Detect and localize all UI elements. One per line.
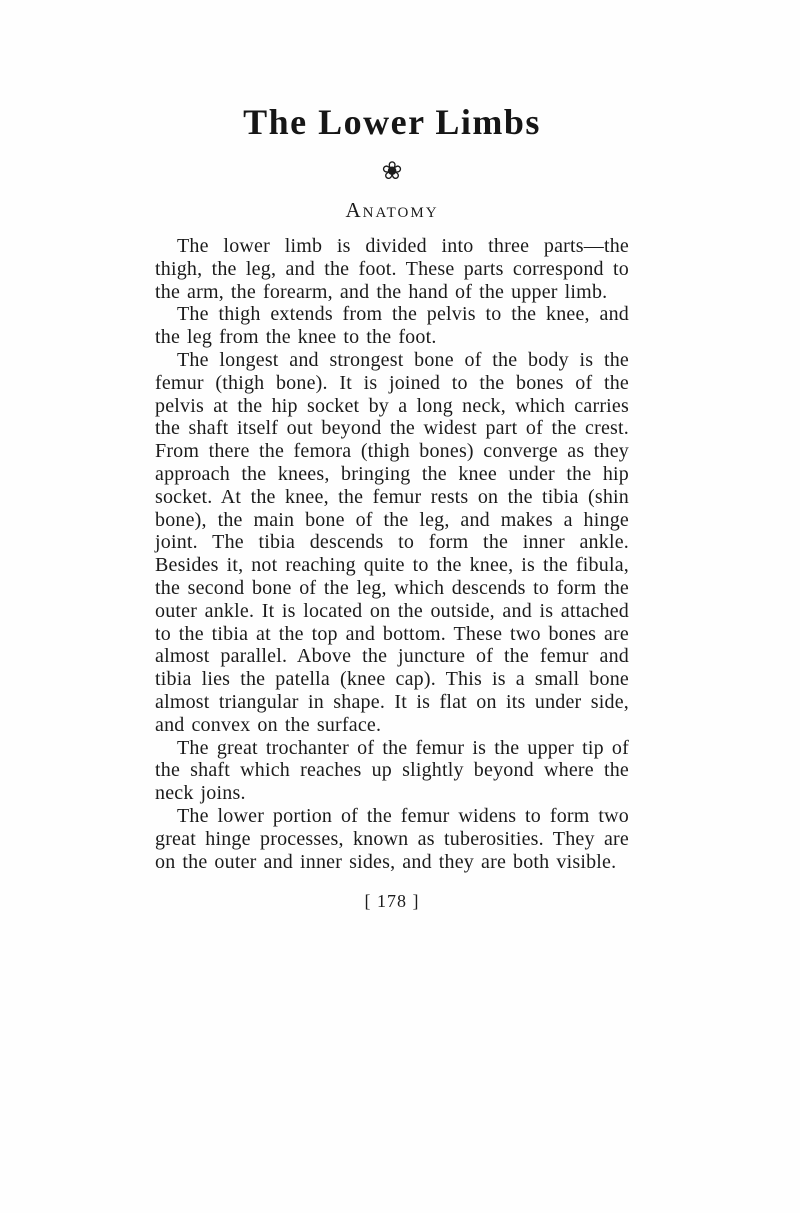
fleuron-ornament-icon: ❀ — [381, 156, 403, 185]
paragraph: The lower portion of the femur widens to form two great hinge processes, known as tuberosities. They are on the outer and inner sides, and they are both visible. — [155, 804, 629, 873]
text-column — [155, 100, 629, 912]
page-title: The Lower Limbs — [243, 102, 541, 142]
paragraph: The lower limb is divided into three parts—the thigh, the leg, and the foot. These parts correspond to the arm, the forearm, and the hand of the upper limb. — [155, 235, 629, 303]
paragraph: The longest and strongest bone of the body is the femur (thigh bone). It is joined to the bones of the pelvis at the hip socket by a long neck, which carries the shaft itself out beyond the widest part of the crest. From there the femora (thigh bones) converge as they approach the knees, bringing the knee under the hip socket. At the knee, the femur rests on the tibia (shin bone), the main bone of the leg, and makes a hinge joint. The tibia descends to form the inner ankle. Besides it, not reaching quite to the knee, is the fibula, the second bone of the leg, which descends to form the outer ankle. It is located on the outside, and is attached to the tibia at the top and bottom. These two bones are almost parallel. Above the juncture of the femur and tibia lies the patella (knee cap). This is a small bone almost triangular in shape. It is flat on its under side, and convex on the surface. — [155, 348, 629, 736]
page-number: [ 178 ] — [364, 891, 420, 912]
paragraph: The great trochanter of the femur is the upper tip of the shaft which reaches up slightly beyond where the neck joins. — [155, 736, 629, 805]
section-heading: Anatomy — [345, 198, 439, 222]
body-text — [155, 235, 629, 873]
paragraph: The thigh extends from the pelvis to the knee, and the leg from the knee to the foot. — [155, 303, 629, 349]
